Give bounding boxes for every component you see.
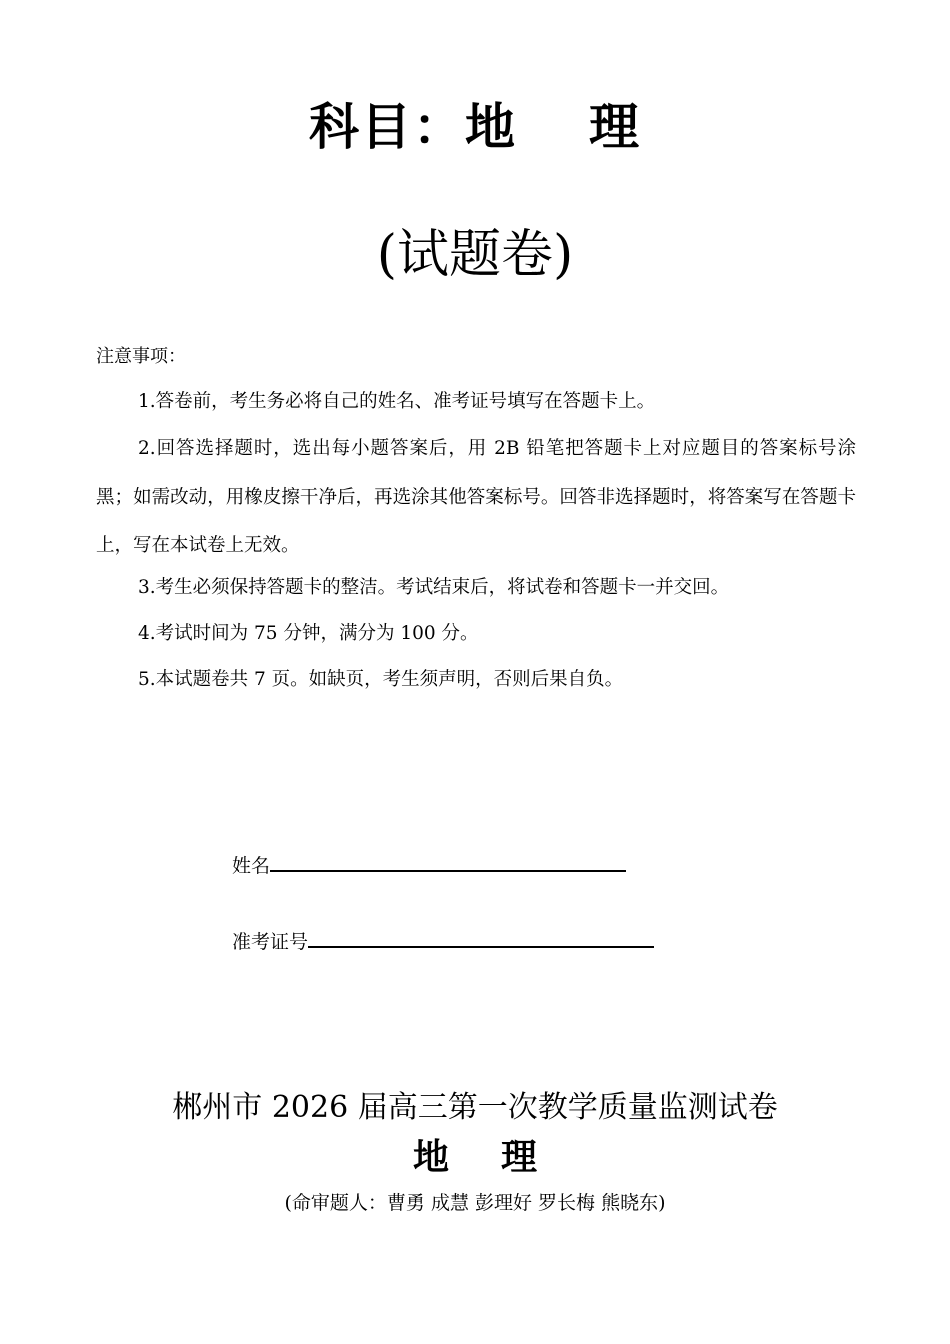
ticket-number-label: 准考证号 — [232, 931, 309, 953]
exam-title: 郴州市 2026 届高三第一次教学质量监测试卷 — [172, 1090, 778, 1125]
notice-heading: 注意事项： — [96, 346, 186, 367]
subject-title — [0, 92, 950, 162]
subject-footer — [0, 1134, 950, 1182]
name-field[interactable] — [232, 852, 626, 880]
name-blank-line[interactable] — [270, 852, 626, 872]
subject-footer-second: 理 — [501, 1137, 538, 1178]
authors-line: (命审题人：曹勇 成慧 彭理好 罗长梅 熊晓东) — [284, 1192, 666, 1214]
notice-item-1: 1.答卷前，考生务必将自己的姓名、准考证号填写在答题卡上。 — [138, 391, 656, 412]
subject-footer-first: 地 — [412, 1137, 449, 1178]
subject-title-label: 科目：地 — [309, 98, 517, 156]
name-field-label: 姓名 — [232, 855, 271, 877]
paper-type-title: (试题卷) — [376, 225, 574, 285]
ticket-number-blank-line[interactable] — [308, 928, 654, 948]
notice-item-5: 5.本试题卷共 7 页。如缺页，考生须声明，否则后果自负。 — [138, 669, 624, 690]
notice-item-4: 4.考试时间为 75 分钟，满分为 100 分。 — [138, 623, 479, 644]
ticket-number-field[interactable] — [232, 928, 654, 956]
notice-item-2: 2.回答选择题时，选出每小题答案后，用 2B 铅笔把答题卡上对应题目的答案标号涂黑；如需改动，用橡皮擦干净后，再选涂其他答案标号。回答非选择题时，将答案写在答题卡上，写在本试卷上无效。 — [96, 438, 856, 556]
subject-title-tail: 理 — [589, 98, 641, 156]
notice-item-3: 3.考生必须保持答题卡的整洁。考试结束后，将试卷和答题卡一并交回。 — [138, 577, 730, 598]
